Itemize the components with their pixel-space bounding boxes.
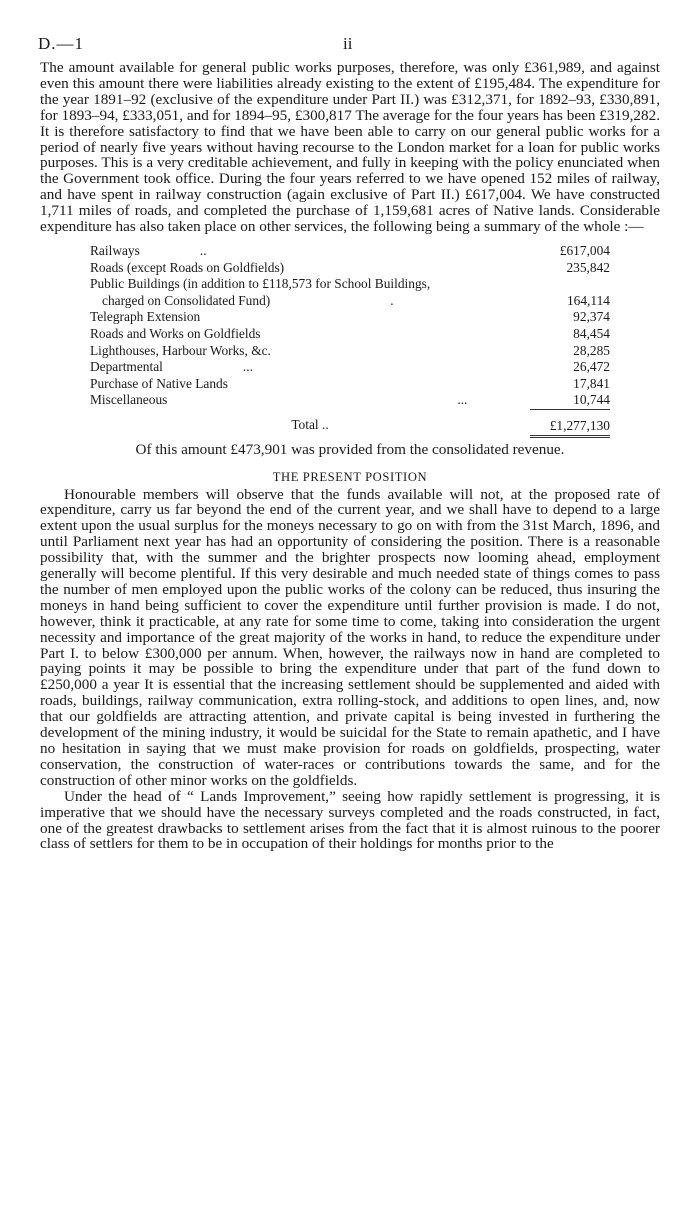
summary-row-label-cell — [90, 243, 530, 260]
summary-row — [90, 326, 610, 343]
summary-row-label: Public Buildings (in addition to £118,573 for School Buildings, — [90, 276, 431, 292]
summary-row-label: Departmental — [90, 359, 163, 375]
summary-row-amount: 235,842 — [566, 259, 610, 275]
summary-row-amount: £617,004 — [559, 242, 610, 258]
summary-row-amount: 84,454 — [573, 325, 610, 341]
summary-row-amount: 17,841 — [573, 375, 610, 391]
summary-row-amount: 10,744 — [573, 392, 610, 408]
summary-total-row — [90, 409, 610, 436]
summary-row-label-cell — [90, 260, 530, 277]
summary-row-label: Miscellaneous — [90, 392, 168, 408]
consolidated-revenue-note: Of this amount £473,901 was provided from the consolidated revenue. — [135, 440, 565, 458]
page-header — [40, 34, 660, 60]
summary-row-label-cell — [90, 293, 530, 310]
summary-row-label-cell — [90, 276, 530, 293]
summary-row-label-cell — [90, 392, 530, 409]
summary-row — [90, 293, 610, 310]
summary-row-leader: ... — [457, 392, 468, 408]
summary-row-label: Telegraph Extension — [90, 309, 201, 325]
summary-row-label: Railways — [90, 242, 140, 258]
summary-row-label-cell — [90, 376, 530, 393]
summary-row-label-cell — [90, 309, 530, 326]
page-number: ii — [343, 34, 353, 53]
summary-row — [90, 260, 610, 277]
summary-row — [90, 343, 610, 360]
summary-row-label-cell — [90, 343, 530, 360]
summary-row-label: Purchase of Native Lands — [90, 375, 228, 391]
summary-row-leader: . — [390, 292, 394, 308]
expenditure-summary-table — [90, 243, 610, 438]
summary-row — [90, 276, 610, 293]
summary-row — [90, 243, 610, 260]
paragraph-lands-improvement: Under the head of “ Lands Improvement,” seeing how rapidly settlement is progressing, it is imperative that we should have the necessary surveys completed and the roads constructed, in fact, one of the greatest drawbacks to settlement arises from the fact that it is almost ruinous to the poorer class of settlers for them to be in occupation of their holdings for months prior to the — [40, 787, 660, 853]
summary-total-label: Total .. — [291, 417, 329, 433]
summary-row-amount: 164,114 — [566, 292, 610, 308]
paragraph-funds-available: The amount available for general public works purposes, therefore, was only £361,989, and against even this amount there were liabilities already existing to the extent of £195,484. The expenditure for the year 1891–92 (exclusive of the expenditure under Part II.) was £312,371, for 1892–93, £330,891, for 1893–94, £333,051, and for 1894–95, £300,817 The average for the four years has been £319,282. It is therefore satisfactory to find that we have been able to carry on our general public works for a period of nearly five years without having recourse to the London market for a loan for public works purposes. This is a very creditable achievement, and fully in keeping with the policy enunciated when the Government took office. During the four years referred to we have opened 152 miles of railway, and have spent in railway construction (again exclusive of Part II.) £617,004. We have constructed 1,711 miles of roads, and completed the purchase of 1,159,681 acres of Native lands. Considerable expenditure has also taken place on other services, the following being a summary of the whole :— — [40, 59, 660, 236]
summary-row-label-cell — [90, 359, 530, 376]
document-reference: D.—1 — [38, 34, 85, 53]
summary-row-label-cell — [90, 326, 530, 343]
summary-row-amount — [530, 276, 610, 293]
summary-row — [90, 392, 610, 409]
summary-row-amount: 92,374 — [573, 309, 610, 325]
summary-row-label: Lighthouses, Harbour Works, &c. — [90, 342, 271, 358]
summary-row-amount: 28,285 — [573, 342, 610, 358]
summary-row-label: charged on Consolidated Fund) — [102, 292, 271, 308]
summary-row — [90, 359, 610, 376]
summary-row-label: Roads and Works on Goldfields — [90, 325, 261, 341]
summary-row — [90, 309, 610, 326]
summary-row-leader: ... — [242, 359, 253, 375]
document-page — [40, 34, 660, 852]
paragraph-present-position: Honourable members will observe that the funds available will not, at the proposed rate of expenditure, carry us far beyond the end of the current year, and we shall have to depend to a large extent upon the usual surplus for the moneys necessary to go on with from the 31st March, 1896, and until Parliament next year has had an opportunity of considering the position. There is a reasonable possibility that, with the summer and the brighter prospects now looming ahead, employment generally will become plentiful. If this very desirable and much needed state of things comes to pass the number of men employed upon the public works of the colony can be reduced, thus insuring the moneys in hand being sufficient to cover the expenditure until further provision is made. I do not, however, think it practicable, at any rate for some time to come, taking into consideration the urgent necessity and importance of the great majority of the works in hand, to reduce the expenditure under Part I. to below £300,000 per annum. When, however, the railways now in hand are completed to paying points it may be possible to bring the expenditure under that part of the fund down to £250,000 a year It is essential that the increasing settlement should be supplemented and aided with roads, buildings, railway communication, extra rolling-stock, and additions to open lines, and, now that our goldfields are attracting attention, and private capital is being invested in furthering the development of the mining industry, it would be suicidal for the State to remain apathetic, and I have no hesitation in saying that we must make provision for roads on goldfields, prospecting, water conservation, the construction of water-races or contributions towards the same, and for the construction of other minor works on the goldfields. — [40, 485, 660, 789]
summary-row — [90, 376, 610, 393]
summary-row-leader: .. — [199, 242, 207, 258]
section-heading: THE PRESENT POSITION — [272, 469, 428, 484]
summary-row-label: Roads (except Roads on Goldfields) — [90, 259, 285, 275]
summary-total-amount: £1,277,130 — [530, 409, 610, 436]
summary-row-amount: 26,472 — [573, 359, 610, 375]
